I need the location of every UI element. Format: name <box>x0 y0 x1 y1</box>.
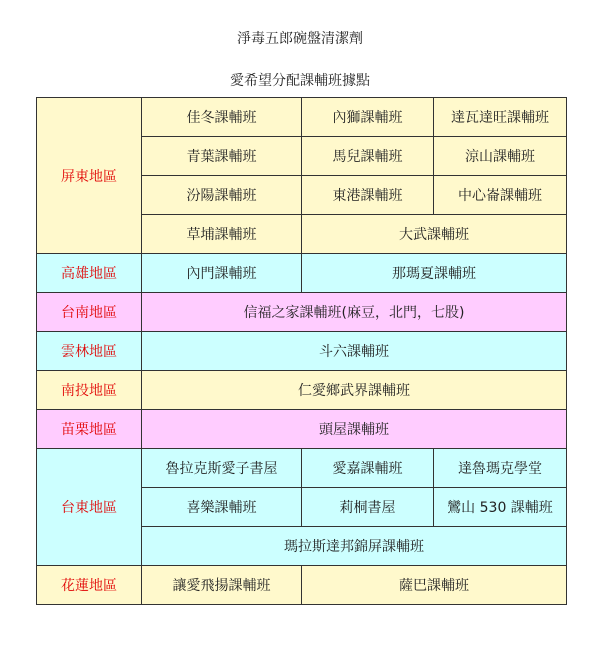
table-row <box>37 566 567 605</box>
table-cell: 讓愛飛揚課輔班 <box>142 566 302 605</box>
table-cell: 頭屋課輔班 <box>142 410 567 449</box>
table-row <box>37 410 567 449</box>
table-row <box>37 332 567 371</box>
page-subtitle: 愛希望分配課輔班據點 <box>230 73 370 89</box>
table-row <box>37 449 567 488</box>
region-label-hualien: 花蓮地區 <box>37 566 142 605</box>
table-cell: 喜樂課輔班 <box>142 488 302 527</box>
region-label-kaohsiung: 高雄地區 <box>37 254 142 293</box>
table-cell: 那瑪夏課輔班 <box>302 254 567 293</box>
table-cell: 涼山課輔班 <box>434 137 567 176</box>
table-cell: 大武課輔班 <box>302 215 567 254</box>
region-label-pingtung: 屏東地區 <box>37 98 142 254</box>
table-cell: 鸞山 530 課輔班 <box>434 488 567 527</box>
table-cell: 汾陽課輔班 <box>142 176 302 215</box>
region-label-miaoli: 苗栗地區 <box>37 410 142 449</box>
table-cell: 莉桐書屋 <box>302 488 434 527</box>
table-cell: 達魯瑪克學堂 <box>434 449 567 488</box>
table-row <box>37 254 567 293</box>
table-cell: 佳冬課輔班 <box>142 98 302 137</box>
locations-table <box>36 97 567 605</box>
region-label-tainan: 台南地區 <box>37 293 142 332</box>
table-cell: 東港課輔班 <box>302 176 434 215</box>
table-cell: 內門課輔班 <box>142 254 302 293</box>
table-row <box>37 98 567 137</box>
page-title: 淨毒五郎碗盤清潔劑 <box>237 31 363 47</box>
table-cell: 中心崙課輔班 <box>434 176 567 215</box>
table-cell: 青葉課輔班 <box>142 137 302 176</box>
region-label-yunlin: 雲林地區 <box>37 332 142 371</box>
table-cell: 信福之家課輔班(麻豆，北門，七股) <box>142 293 567 332</box>
table-row <box>37 293 567 332</box>
table-cell: 仁愛鄉武界課輔班 <box>142 371 567 410</box>
table-cell: 達瓦達旺課輔班 <box>434 98 567 137</box>
table-cell: 馬兒課輔班 <box>302 137 434 176</box>
table-cell: 魯拉克斯愛子書屋 <box>142 449 302 488</box>
table-cell: 內獅課輔班 <box>302 98 434 137</box>
table-cell: 薩巴課輔班 <box>302 566 567 605</box>
table-cell: 草埔課輔班 <box>142 215 302 254</box>
region-label-taitung: 台東地區 <box>37 449 142 566</box>
table-row <box>37 371 567 410</box>
table-cell: 瑪拉斯達邦錦屏課輔班 <box>142 527 567 566</box>
table-cell: 斗六課輔班 <box>142 332 567 371</box>
table-cell: 愛嘉課輔班 <box>302 449 434 488</box>
region-label-nantou: 南投地區 <box>37 371 142 410</box>
